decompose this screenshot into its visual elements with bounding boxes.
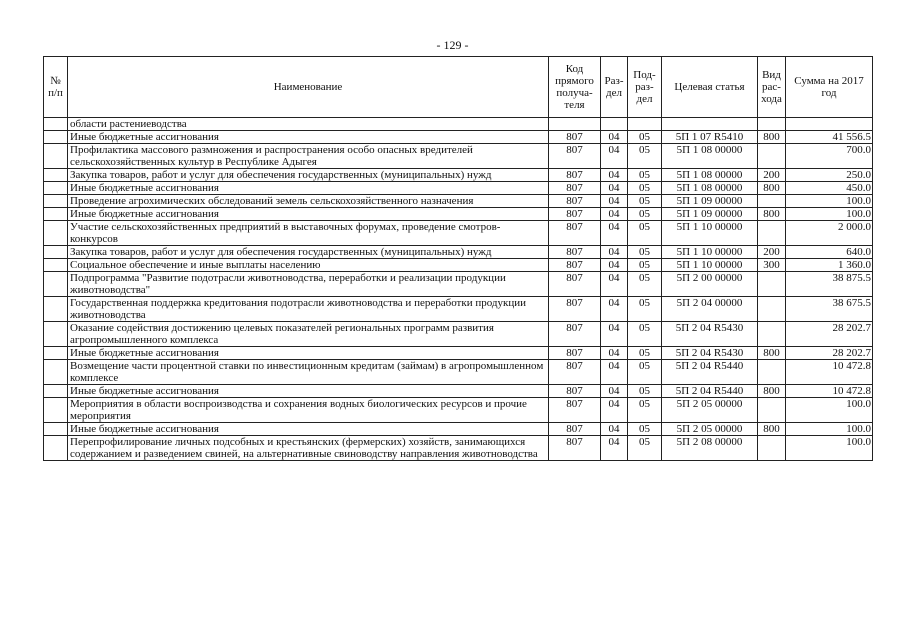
row-num <box>44 297 68 322</box>
row-num <box>44 118 68 131</box>
table-row <box>44 385 873 398</box>
row-type <box>758 221 786 246</box>
budget-table <box>43 56 873 461</box>
row-name: Закупка товаров, работ и услуг для обеспечения государственных (муниципальных) нужд <box>68 169 549 182</box>
row-code: 807 <box>549 131 601 144</box>
row-subsection: 05 <box>628 398 662 423</box>
row-section: 04 <box>601 436 628 461</box>
row-section: 04 <box>601 297 628 322</box>
row-code: 807 <box>549 144 601 169</box>
row-num <box>44 195 68 208</box>
table-row <box>44 144 873 169</box>
row-target: 5П 2 00 00000 <box>662 272 758 297</box>
row-name: Иные бюджетные ассигнования <box>68 182 549 195</box>
row-num <box>44 246 68 259</box>
row-section: 04 <box>601 347 628 360</box>
row-sum: 1 360.0 <box>786 259 873 272</box>
row-target: 5П 1 09 00000 <box>662 195 758 208</box>
row-name: Возмещение части процентной ставки по инвестиционным кредитам (займам) в агропромышленном комплексе <box>68 360 549 385</box>
row-type <box>758 195 786 208</box>
row-code: 807 <box>549 195 601 208</box>
row-num <box>44 131 68 144</box>
row-section: 04 <box>601 131 628 144</box>
row-target: 5П 1 09 00000 <box>662 208 758 221</box>
row-type <box>758 398 786 423</box>
row-target: 5П 1 10 00000 <box>662 246 758 259</box>
row-sum: 2 000.0 <box>786 221 873 246</box>
row-num <box>44 360 68 385</box>
table-row <box>44 131 873 144</box>
row-type <box>758 297 786 322</box>
row-section: 04 <box>601 208 628 221</box>
row-name: Иные бюджетные ассигнования <box>68 131 549 144</box>
row-code: 807 <box>549 246 601 259</box>
row-code: 807 <box>549 221 601 246</box>
table-row <box>44 169 873 182</box>
row-code: 807 <box>549 169 601 182</box>
row-section: 04 <box>601 385 628 398</box>
row-name: области растениеводства <box>68 118 549 131</box>
row-type: 800 <box>758 423 786 436</box>
row-section: 04 <box>601 322 628 347</box>
table-row <box>44 347 873 360</box>
row-num <box>44 272 68 297</box>
row-target: 5П 2 05 00000 <box>662 398 758 423</box>
row-section: 04 <box>601 182 628 195</box>
row-subsection: 05 <box>628 322 662 347</box>
table-row <box>44 297 873 322</box>
row-code <box>549 118 601 131</box>
row-type: 800 <box>758 208 786 221</box>
row-subsection: 05 <box>628 347 662 360</box>
row-code: 807 <box>549 297 601 322</box>
header-subsection: Под-раз-дел <box>628 57 662 118</box>
row-num <box>44 182 68 195</box>
header-name: Наименование <box>68 57 549 118</box>
row-name: Иные бюджетные ассигнования <box>68 385 549 398</box>
row-target <box>662 118 758 131</box>
row-section: 04 <box>601 169 628 182</box>
row-sum: 100.0 <box>786 208 873 221</box>
row-target: 5П 1 10 00000 <box>662 221 758 246</box>
row-subsection: 05 <box>628 297 662 322</box>
row-subsection: 05 <box>628 423 662 436</box>
table-row <box>44 182 873 195</box>
row-sum: 250.0 <box>786 169 873 182</box>
row-section: 04 <box>601 221 628 246</box>
row-code: 807 <box>549 423 601 436</box>
row-name: Оказание содействия достижению целевых показателей региональных программ развития агропромышленного комплекса <box>68 322 549 347</box>
row-num <box>44 398 68 423</box>
row-subsection: 05 <box>628 360 662 385</box>
row-target: 5П 2 04 R5440 <box>662 360 758 385</box>
header-target: Целевая статья <box>662 57 758 118</box>
row-section <box>601 118 628 131</box>
row-code: 807 <box>549 182 601 195</box>
table-row <box>44 195 873 208</box>
row-section: 04 <box>601 246 628 259</box>
row-num <box>44 208 68 221</box>
table-row <box>44 322 873 347</box>
row-sum <box>786 118 873 131</box>
row-section: 04 <box>601 272 628 297</box>
row-num <box>44 436 68 461</box>
row-code: 807 <box>549 347 601 360</box>
row-num <box>44 423 68 436</box>
row-subsection: 05 <box>628 169 662 182</box>
row-num <box>44 144 68 169</box>
row-target: 5П 2 04 00000 <box>662 297 758 322</box>
row-sum: 100.0 <box>786 398 873 423</box>
row-sum: 38 675.5 <box>786 297 873 322</box>
row-subsection: 05 <box>628 272 662 297</box>
row-section: 04 <box>601 195 628 208</box>
table-row <box>44 259 873 272</box>
row-type: 800 <box>758 385 786 398</box>
row-name: Проведение агрохимических обследований земель сельскохозяйственного назначения <box>68 195 549 208</box>
row-type: 300 <box>758 259 786 272</box>
header-code: Код прямого получа-теля <box>549 57 601 118</box>
row-subsection: 05 <box>628 246 662 259</box>
row-name: Иные бюджетные ассигнования <box>68 208 549 221</box>
row-sum: 28 202.7 <box>786 347 873 360</box>
table-row <box>44 423 873 436</box>
table-row <box>44 118 873 131</box>
row-section: 04 <box>601 398 628 423</box>
row-type: 800 <box>758 347 786 360</box>
header-type: Вид рас-хода <box>758 57 786 118</box>
table-row <box>44 398 873 423</box>
row-target: 5П 1 08 00000 <box>662 144 758 169</box>
table-header-row <box>44 57 873 118</box>
row-section: 04 <box>601 259 628 272</box>
row-num <box>44 169 68 182</box>
row-name: Иные бюджетные ассигнования <box>68 347 549 360</box>
row-name: Закупка товаров, работ и услуг для обеспечения государственных (муниципальных) нужд <box>68 246 549 259</box>
row-subsection <box>628 118 662 131</box>
row-num <box>44 385 68 398</box>
row-code: 807 <box>549 259 601 272</box>
row-subsection: 05 <box>628 259 662 272</box>
row-subsection: 05 <box>628 131 662 144</box>
row-sum: 41 556.5 <box>786 131 873 144</box>
header-num: № п/п <box>44 57 68 118</box>
row-target: 5П 1 10 00000 <box>662 259 758 272</box>
row-type <box>758 144 786 169</box>
row-name: Подпрограмма "Развитие подотрасли животноводства, переработки и реализации продукции животноводства" <box>68 272 549 297</box>
row-target: 5П 2 08 00000 <box>662 436 758 461</box>
row-sum: 28 202.7 <box>786 322 873 347</box>
row-subsection: 05 <box>628 195 662 208</box>
row-type <box>758 360 786 385</box>
row-target: 5П 2 04 R5430 <box>662 322 758 347</box>
row-type <box>758 322 786 347</box>
row-code: 807 <box>549 385 601 398</box>
row-sum: 100.0 <box>786 195 873 208</box>
row-sum: 450.0 <box>786 182 873 195</box>
page-number: - 129 - <box>436 38 469 52</box>
row-target: 5П 1 08 00000 <box>662 182 758 195</box>
row-target: 5П 2 05 00000 <box>662 423 758 436</box>
header-sum: Сумма на 2017 год <box>786 57 873 118</box>
row-sum: 640.0 <box>786 246 873 259</box>
row-name: Профилактика массового размножения и распространения особо опасных вредителей сельскохозяйственных культур в Республике Адыгея <box>68 144 549 169</box>
row-sum: 10 472.8 <box>786 360 873 385</box>
table-row <box>44 360 873 385</box>
row-type: 800 <box>758 131 786 144</box>
table-row <box>44 221 873 246</box>
row-type <box>758 272 786 297</box>
row-sum: 100.0 <box>786 436 873 461</box>
row-code: 807 <box>549 398 601 423</box>
row-subsection: 05 <box>628 221 662 246</box>
row-name: Участие сельскохозяйственных предприятий в выставочных форумах, проведение смотров-конкурсов <box>68 221 549 246</box>
row-section: 04 <box>601 144 628 169</box>
table-row <box>44 208 873 221</box>
header-section: Раз-дел <box>601 57 628 118</box>
row-num <box>44 221 68 246</box>
row-type: 200 <box>758 169 786 182</box>
row-num <box>44 259 68 272</box>
row-section: 04 <box>601 360 628 385</box>
row-code: 807 <box>549 322 601 347</box>
row-subsection: 05 <box>628 436 662 461</box>
row-type: 800 <box>758 182 786 195</box>
table-row <box>44 272 873 297</box>
row-sum: 10 472.8 <box>786 385 873 398</box>
row-name: Социальное обеспечение и иные выплаты населению <box>68 259 549 272</box>
row-name: Мероприятия в области воспроизводства и сохранения водных биологических ресурсов и прочие мероприятия <box>68 398 549 423</box>
row-section: 04 <box>601 423 628 436</box>
row-type <box>758 436 786 461</box>
row-sum: 700.0 <box>786 144 873 169</box>
row-target: 5П 1 08 00000 <box>662 169 758 182</box>
table-row <box>44 246 873 259</box>
row-code: 807 <box>549 360 601 385</box>
row-sum: 38 875.5 <box>786 272 873 297</box>
row-target: 5П 2 04 R5430 <box>662 347 758 360</box>
row-subsection: 05 <box>628 182 662 195</box>
row-type: 200 <box>758 246 786 259</box>
row-name: Иные бюджетные ассигнования <box>68 423 549 436</box>
row-target: 5П 2 04 R5440 <box>662 385 758 398</box>
row-code: 807 <box>549 208 601 221</box>
row-type <box>758 118 786 131</box>
row-subsection: 05 <box>628 144 662 169</box>
row-subsection: 05 <box>628 385 662 398</box>
row-name: Государственная поддержка кредитования подотрасли животноводства и переработки продукции животноводства <box>68 297 549 322</box>
row-num <box>44 347 68 360</box>
row-subsection: 05 <box>628 208 662 221</box>
row-code: 807 <box>549 436 601 461</box>
row-name: Перепрофилирование личных подсобных и крестьянских (фермерских) хозяйств, занимающихся содержанием и разведением свиней, на альтернативные свиноводству направления животноводства <box>68 436 549 461</box>
row-sum: 100.0 <box>786 423 873 436</box>
row-num <box>44 322 68 347</box>
row-code: 807 <box>549 272 601 297</box>
row-target: 5П 1 07 R5410 <box>662 131 758 144</box>
table-row <box>44 436 873 461</box>
